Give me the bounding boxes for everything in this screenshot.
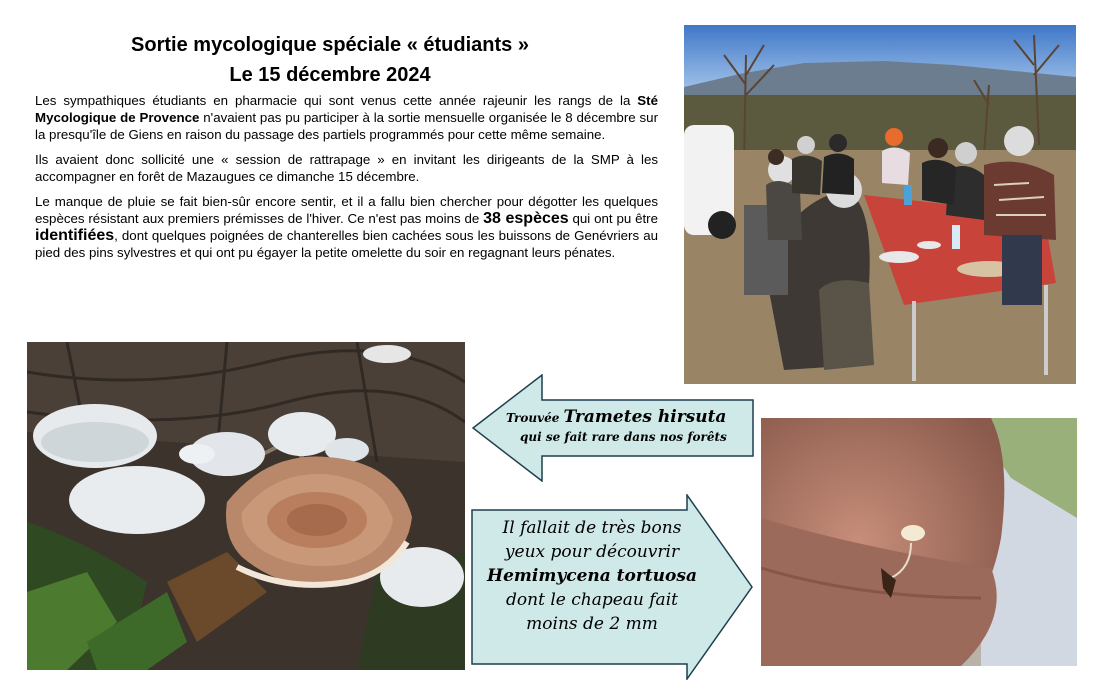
species-trametes-hirsuta: Trametes hirsuta <box>563 407 727 427</box>
trametes-fungus-photo <box>27 342 465 670</box>
caption-rarity: qui se fait rare dans nos forêts <box>520 430 727 444</box>
paragraph-3-text-c: , dont quelques poignées de chanterelles bien cachées sous les buissons de Genévriers au pied des pins sylvestres et qui ont pu égayer la petite omelette du soir en regagnant leurs pénates. <box>35 228 658 260</box>
page-date-title: Le 15 décembre 2024 <box>229 64 431 86</box>
caption-line-5: moins de 2 mm <box>526 614 658 634</box>
paragraph-1-text-b: n'avaient pas pu participer à la sortie mensuelle organisée le 8 décembre sur la presqu'île de Giens en raison du passage des partiels programmés pour cette même semaine. <box>35 110 658 142</box>
species-count: 38 espèces <box>483 210 569 227</box>
paragraph-3-text-a: Le manque de pluie se fait bien-sûr encore sentir, et il a fallu bien chercher pour dégotter les quelques espèces résistant aux premiers prémisses de l'hiver. Ce n'est pas moins de <box>35 194 658 226</box>
paragraph-1-text-a: Les sympathiques étudiants en pharmacie qui sont venus cette année rajeunir les rangs de la <box>35 93 638 108</box>
paragraph-3-text-b: qui ont pu être <box>568 211 658 226</box>
hemimycena-caption <box>477 516 707 636</box>
hemimycena-callout-arrow <box>471 494 753 680</box>
species-hemimycena-tortuosa: Hemimycena tortuosa <box>487 566 697 586</box>
hemimycena-finger-photo <box>761 418 1077 666</box>
caption-line-4: dont le chapeau fait <box>506 590 678 610</box>
identified-word: identifiées <box>35 227 115 244</box>
paragraph-3 <box>35 193 658 261</box>
group-picnic-photo <box>684 25 1076 384</box>
page-title: Sortie mycologique spéciale « étudiants » <box>131 34 529 56</box>
caption-line-1: Il fallait de très bons <box>502 518 682 538</box>
trametes-callout-arrow <box>472 374 754 482</box>
caption-line-2: yeux pour découvrir <box>504 542 680 562</box>
article-body <box>35 92 658 269</box>
trametes-caption <box>506 408 746 447</box>
paragraph-2: Ils avaient donc sollicité une « session de rattrapage » en invitant les dirigeants de la SMP à les accompagner en forêt de Mazaugues ce dimanche 15 décembre. <box>35 152 658 184</box>
paragraph-1 <box>35 92 658 143</box>
caption-prefix: Trouvée <box>506 411 564 425</box>
society-name: Sté Mycologique de Provence <box>35 93 658 125</box>
